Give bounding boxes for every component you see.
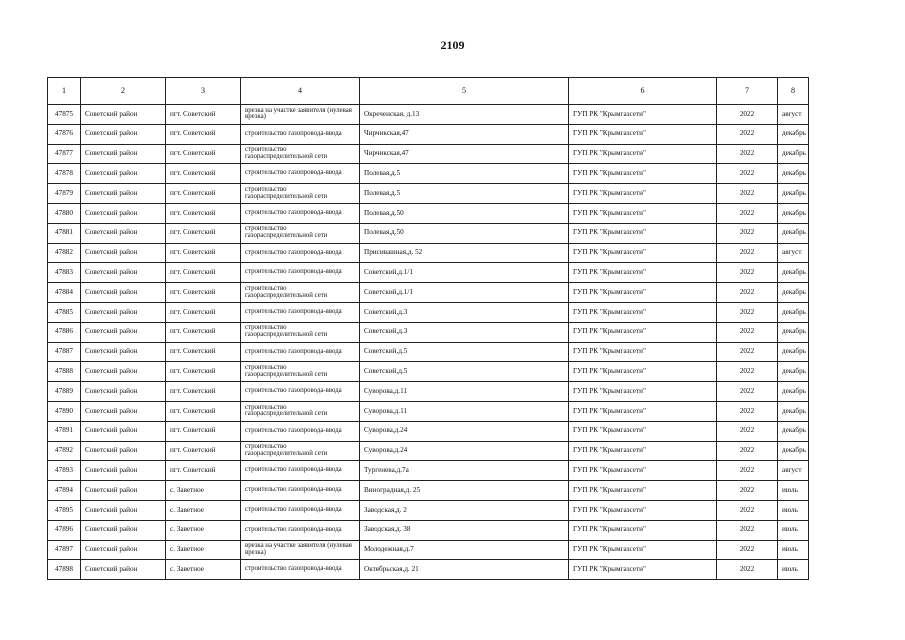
year-cell: 2022 xyxy=(717,401,778,421)
settlement-cell: пгт. Советский xyxy=(166,382,241,402)
month-cell: декабрь xyxy=(778,263,809,283)
district-cell: Советский район xyxy=(81,283,166,303)
year-cell: 2022 xyxy=(717,184,778,204)
table-row xyxy=(48,263,809,283)
settlement-cell: пгт. Советский xyxy=(166,283,241,303)
settlement-cell: пгт. Советский xyxy=(166,302,241,322)
month-cell: декабрь xyxy=(778,203,809,223)
row-number-cell: 47892 xyxy=(48,441,81,461)
gas-works-table xyxy=(47,77,809,580)
month-cell: август xyxy=(778,461,809,481)
address-cell: Суворова,д.11 xyxy=(360,401,569,421)
row-number-cell: 47875 xyxy=(48,105,81,125)
district-cell: Советский район xyxy=(81,203,166,223)
row-number-cell: 47891 xyxy=(48,421,81,441)
settlement-cell: пгт. Советский xyxy=(166,144,241,164)
work-type-cell: строительство газопровода-ввода xyxy=(241,382,360,402)
row-number-cell: 47878 xyxy=(48,164,81,184)
settlement-cell: с. Заветное xyxy=(166,481,241,501)
year-cell: 2022 xyxy=(717,105,778,125)
address-cell: Виноградная,д. 25 xyxy=(360,481,569,501)
work-type-cell: строительство газопровода-ввода xyxy=(241,243,360,263)
table-row xyxy=(48,500,809,520)
table-row xyxy=(48,520,809,540)
month-cell: декабрь xyxy=(778,144,809,164)
month-cell: декабрь xyxy=(778,362,809,382)
table-row xyxy=(48,421,809,441)
col-header-4: 4 xyxy=(241,78,360,105)
row-number-cell: 47881 xyxy=(48,223,81,243)
organization-cell: ГУП РК "Крымгазсети" xyxy=(569,520,717,540)
row-number-cell: 47883 xyxy=(48,263,81,283)
address-cell: Заводская,д. 38 xyxy=(360,520,569,540)
work-type-cell: строительство газораспределительной сети xyxy=(241,223,360,243)
work-type-cell: строительство газопровода-ввода xyxy=(241,124,360,144)
organization-cell: ГУП РК "Крымгазсети" xyxy=(569,540,717,560)
address-cell: Заводская,д. 2 xyxy=(360,500,569,520)
settlement-cell: с. Заветное xyxy=(166,560,241,580)
work-type-cell: строительство газопровода-ввода xyxy=(241,520,360,540)
table-row xyxy=(48,342,809,362)
header-row xyxy=(48,78,809,105)
table-row xyxy=(48,144,809,164)
year-cell: 2022 xyxy=(717,560,778,580)
month-cell: декабрь xyxy=(778,342,809,362)
work-type-cell: строительство газопровода-ввода xyxy=(241,342,360,362)
settlement-cell: пгт. Советский xyxy=(166,401,241,421)
year-cell: 2022 xyxy=(717,461,778,481)
address-cell: Молодежная,д.7 xyxy=(360,540,569,560)
address-cell: Окреченская, д.13 xyxy=(360,105,569,125)
settlement-cell: с. Заветное xyxy=(166,520,241,540)
row-number-cell: 47888 xyxy=(48,362,81,382)
district-cell: Советский район xyxy=(81,184,166,204)
settlement-cell: с. Заветное xyxy=(166,540,241,560)
settlement-cell: пгт. Советский xyxy=(166,421,241,441)
month-cell: декабрь xyxy=(778,302,809,322)
month-cell: декабрь xyxy=(778,441,809,461)
district-cell: Советский район xyxy=(81,223,166,243)
district-cell: Советский район xyxy=(81,401,166,421)
organization-cell: ГУП РК "Крымгазсети" xyxy=(569,184,717,204)
organization-cell: ГУП РК "Крымгазсети" xyxy=(569,164,717,184)
organization-cell: ГУП РК "Крымгазсети" xyxy=(569,362,717,382)
year-cell: 2022 xyxy=(717,223,778,243)
work-type-cell: строительство газопровода-ввода xyxy=(241,164,360,184)
col-header-2: 2 xyxy=(81,78,166,105)
year-cell: 2022 xyxy=(717,203,778,223)
month-cell: июль xyxy=(778,520,809,540)
settlement-cell: пгт. Советский xyxy=(166,124,241,144)
year-cell: 2022 xyxy=(717,481,778,501)
row-number-cell: 47877 xyxy=(48,144,81,164)
col-header-8: 8 xyxy=(778,78,809,105)
organization-cell: ГУП РК "Крымгазсети" xyxy=(569,124,717,144)
organization-cell: ГУП РК "Крымгазсети" xyxy=(569,105,717,125)
settlement-cell: с. Заветное xyxy=(166,500,241,520)
settlement-cell: пгт. Советский xyxy=(166,461,241,481)
row-number-cell: 47876 xyxy=(48,124,81,144)
year-cell: 2022 xyxy=(717,283,778,303)
work-type-cell: врезка на участке заявителя (нулевая врезка) xyxy=(241,105,360,125)
year-cell: 2022 xyxy=(717,421,778,441)
table-row xyxy=(48,283,809,303)
address-cell: Суворова,д.24 xyxy=(360,421,569,441)
month-cell: июль xyxy=(778,500,809,520)
row-number-cell: 47898 xyxy=(48,560,81,580)
address-cell: Суворова,д.11 xyxy=(360,382,569,402)
table-row xyxy=(48,124,809,144)
organization-cell: ГУП РК "Крымгазсети" xyxy=(569,322,717,342)
work-type-cell: строительство газораспределительной сети xyxy=(241,144,360,164)
work-type-cell: строительство газораспределительной сети xyxy=(241,401,360,421)
settlement-cell: пгт. Советский xyxy=(166,441,241,461)
year-cell: 2022 xyxy=(717,302,778,322)
year-cell: 2022 xyxy=(717,322,778,342)
settlement-cell: пгт. Советский xyxy=(166,223,241,243)
month-cell: июль xyxy=(778,560,809,580)
row-number-cell: 47887 xyxy=(48,342,81,362)
district-cell: Советский район xyxy=(81,124,166,144)
col-header-7: 7 xyxy=(717,78,778,105)
year-cell: 2022 xyxy=(717,441,778,461)
row-number-cell: 47894 xyxy=(48,481,81,501)
organization-cell: ГУП РК "Крымгазсети" xyxy=(569,382,717,402)
district-cell: Советский район xyxy=(81,560,166,580)
organization-cell: ГУП РК "Крымгазсети" xyxy=(569,461,717,481)
district-cell: Советский район xyxy=(81,322,166,342)
settlement-cell: пгт. Советский xyxy=(166,263,241,283)
work-type-cell: строительство газораспределительной сети xyxy=(241,362,360,382)
table-row xyxy=(48,105,809,125)
address-cell: Полевая,д.50 xyxy=(360,223,569,243)
organization-cell: ГУП РК "Крымгазсети" xyxy=(569,263,717,283)
district-cell: Советский район xyxy=(81,302,166,322)
row-number-cell: 47880 xyxy=(48,203,81,223)
district-cell: Советский район xyxy=(81,461,166,481)
organization-cell: ГУП РК "Крымгазсети" xyxy=(569,283,717,303)
organization-cell: ГУП РК "Крымгазсети" xyxy=(569,441,717,461)
address-cell: Советский,д.5 xyxy=(360,362,569,382)
district-cell: Советский район xyxy=(81,500,166,520)
year-cell: 2022 xyxy=(717,362,778,382)
address-cell: Полевая,д.5 xyxy=(360,164,569,184)
district-cell: Советский район xyxy=(81,520,166,540)
organization-cell: ГУП РК "Крымгазсети" xyxy=(569,144,717,164)
work-type-cell: строительство газораспределительной сети xyxy=(241,283,360,303)
table-row xyxy=(48,203,809,223)
work-type-cell: строительство газопровода-ввода xyxy=(241,500,360,520)
organization-cell: ГУП РК "Крымгазсети" xyxy=(569,342,717,362)
work-type-cell: строительство газопровода-ввода xyxy=(241,302,360,322)
month-cell: декабрь xyxy=(778,322,809,342)
month-cell: август xyxy=(778,243,809,263)
table-row xyxy=(48,184,809,204)
organization-cell: ГУП РК "Крымгазсети" xyxy=(569,223,717,243)
address-cell: Советский,д.5 xyxy=(360,342,569,362)
month-cell: декабрь xyxy=(778,401,809,421)
table-body xyxy=(48,105,809,580)
address-cell: Полевая,д.5 xyxy=(360,184,569,204)
table-row xyxy=(48,362,809,382)
organization-cell: ГУП РК "Крымгазсети" xyxy=(569,500,717,520)
address-cell: Суворова,д.24 xyxy=(360,441,569,461)
year-cell: 2022 xyxy=(717,124,778,144)
district-cell: Советский район xyxy=(81,382,166,402)
address-cell: Тургенева,д.7а xyxy=(360,461,569,481)
district-cell: Советский район xyxy=(81,421,166,441)
col-header-6: 6 xyxy=(569,78,717,105)
district-cell: Советский район xyxy=(81,243,166,263)
organization-cell: ГУП РК "Крымгазсети" xyxy=(569,243,717,263)
year-cell: 2022 xyxy=(717,243,778,263)
month-cell: декабрь xyxy=(778,164,809,184)
table-row xyxy=(48,223,809,243)
month-cell: декабрь xyxy=(778,184,809,204)
address-cell: Октябрьская,д. 21 xyxy=(360,560,569,580)
month-cell: декабрь xyxy=(778,382,809,402)
row-number-cell: 47895 xyxy=(48,500,81,520)
district-cell: Советский район xyxy=(81,164,166,184)
district-cell: Советский район xyxy=(81,105,166,125)
table-row xyxy=(48,382,809,402)
month-cell: июль xyxy=(778,481,809,501)
address-cell: Чирчикская,47 xyxy=(360,144,569,164)
row-number-cell: 47889 xyxy=(48,382,81,402)
district-cell: Советский район xyxy=(81,481,166,501)
table-row xyxy=(48,441,809,461)
settlement-cell: пгт. Советский xyxy=(166,184,241,204)
month-cell: декабрь xyxy=(778,124,809,144)
organization-cell: ГУП РК "Крымгазсети" xyxy=(569,421,717,441)
organization-cell: ГУП РК "Крымгазсети" xyxy=(569,203,717,223)
settlement-cell: пгт. Советский xyxy=(166,362,241,382)
table-row xyxy=(48,322,809,342)
row-number-cell: 47893 xyxy=(48,461,81,481)
row-number-cell: 47882 xyxy=(48,243,81,263)
address-cell: Советский,д.1/1 xyxy=(360,283,569,303)
settlement-cell: пгт. Советский xyxy=(166,164,241,184)
col-header-1: 1 xyxy=(48,78,81,105)
year-cell: 2022 xyxy=(717,164,778,184)
table-row xyxy=(48,164,809,184)
year-cell: 2022 xyxy=(717,540,778,560)
col-header-3: 3 xyxy=(166,78,241,105)
year-cell: 2022 xyxy=(717,500,778,520)
district-cell: Советский район xyxy=(81,144,166,164)
address-cell: Советский,д.1/1 xyxy=(360,263,569,283)
district-cell: Советский район xyxy=(81,342,166,362)
settlement-cell: пгт. Советский xyxy=(166,203,241,223)
district-cell: Советский район xyxy=(81,441,166,461)
year-cell: 2022 xyxy=(717,263,778,283)
address-cell: Советский,д.3 xyxy=(360,322,569,342)
table-row xyxy=(48,302,809,322)
work-type-cell: строительство газопровода-ввода xyxy=(241,263,360,283)
month-cell: декабрь xyxy=(778,421,809,441)
table-row xyxy=(48,560,809,580)
organization-cell: ГУП РК "Крымгазсети" xyxy=(569,560,717,580)
organization-cell: ГУП РК "Крымгазсети" xyxy=(569,401,717,421)
work-type-cell: строительство газопровода-ввода xyxy=(241,421,360,441)
settlement-cell: пгт. Советский xyxy=(166,243,241,263)
row-number-cell: 47890 xyxy=(48,401,81,421)
organization-cell: ГУП РК "Крымгазсети" xyxy=(569,302,717,322)
settlement-cell: пгт. Советский xyxy=(166,322,241,342)
organization-cell: ГУП РК "Крымгазсети" xyxy=(569,481,717,501)
month-cell: август xyxy=(778,105,809,125)
table-row xyxy=(48,481,809,501)
work-type-cell: строительство газораспределительной сети xyxy=(241,184,360,204)
row-number-cell: 47896 xyxy=(48,520,81,540)
address-cell: Чирчикская,47 xyxy=(360,124,569,144)
row-number-cell: 47897 xyxy=(48,540,81,560)
row-number-cell: 47879 xyxy=(48,184,81,204)
work-type-cell: врезка на участке заявителя (нулевая врезка) xyxy=(241,540,360,560)
work-type-cell: строительство газопровода-ввода xyxy=(241,560,360,580)
district-cell: Советский район xyxy=(81,540,166,560)
table-row xyxy=(48,401,809,421)
work-type-cell: строительство газопровода-ввода xyxy=(241,461,360,481)
row-number-cell: 47886 xyxy=(48,322,81,342)
work-type-cell: строительство газопровода-ввода xyxy=(241,203,360,223)
district-cell: Советский район xyxy=(81,362,166,382)
settlement-cell: пгт. Советский xyxy=(166,342,241,362)
district-cell: Советский район xyxy=(81,263,166,283)
address-cell: Полевая,д.50 xyxy=(360,203,569,223)
address-cell: Присивашная,д. 52 xyxy=(360,243,569,263)
settlement-cell: пгт. Советский xyxy=(166,105,241,125)
year-cell: 2022 xyxy=(717,342,778,362)
year-cell: 2022 xyxy=(717,520,778,540)
row-number-cell: 47885 xyxy=(48,302,81,322)
month-cell: июль xyxy=(778,540,809,560)
col-header-5: 5 xyxy=(360,78,569,105)
table-row xyxy=(48,461,809,481)
work-type-cell: строительство газораспределительной сети xyxy=(241,441,360,461)
row-number-cell: 47884 xyxy=(48,283,81,303)
table-row xyxy=(48,540,809,560)
year-cell: 2022 xyxy=(717,144,778,164)
page-number: 2109 xyxy=(440,38,465,52)
month-cell: декабрь xyxy=(778,283,809,303)
table-row xyxy=(48,243,809,263)
address-cell: Советский,д.3 xyxy=(360,302,569,322)
year-cell: 2022 xyxy=(717,382,778,402)
work-type-cell: строительство газопровода-ввода xyxy=(241,481,360,501)
work-type-cell: строительство газораспределительной сети xyxy=(241,322,360,342)
month-cell: декабрь xyxy=(778,223,809,243)
